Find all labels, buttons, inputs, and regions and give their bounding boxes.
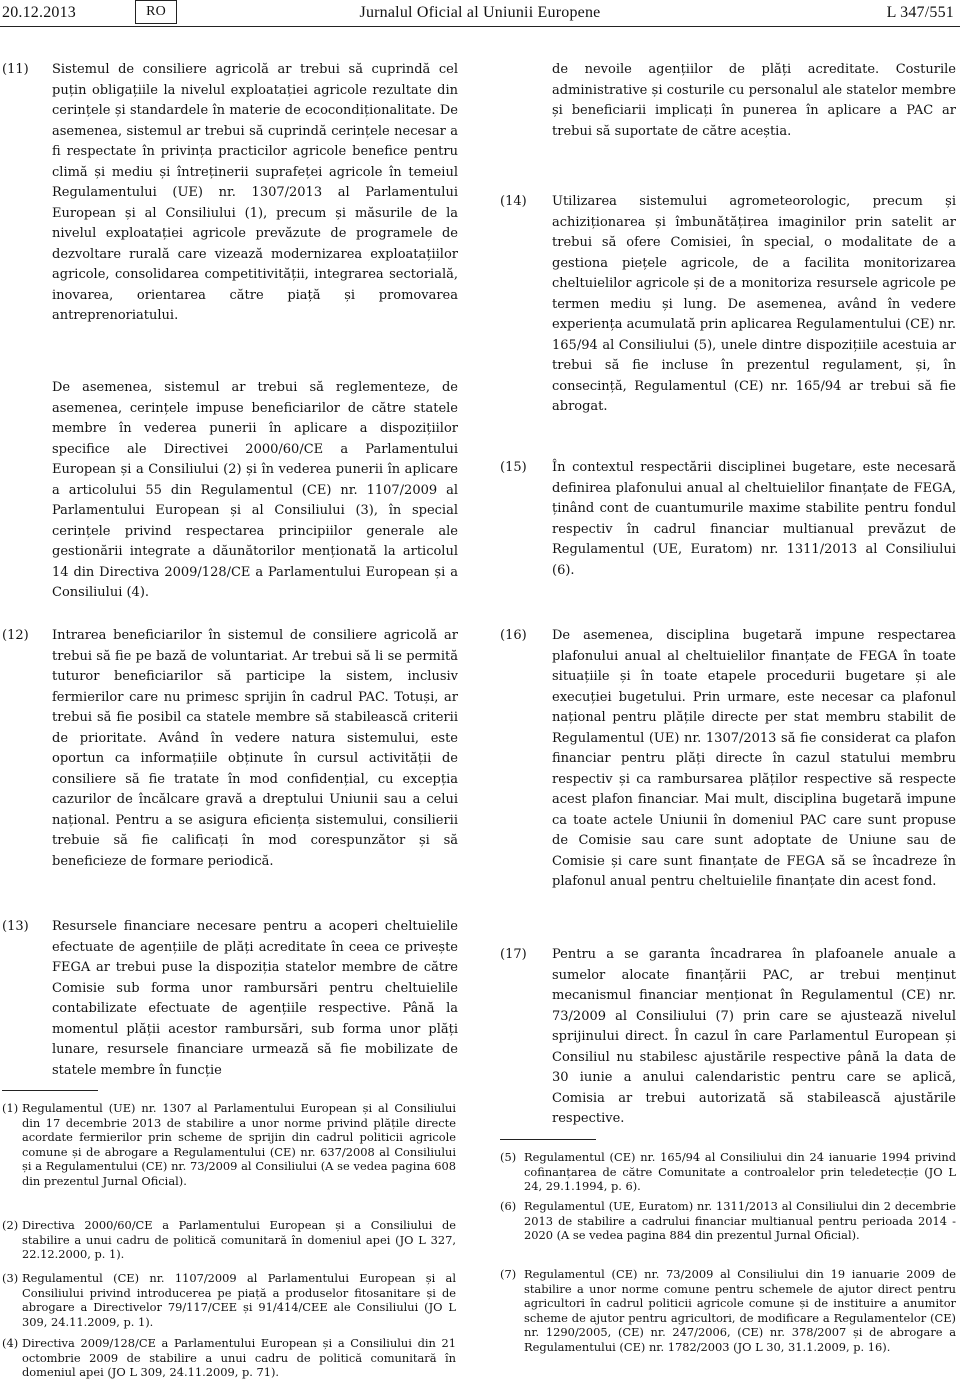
recital-paragraph: Pentru a se garanta încadrarea în plafoanele anuale a sumelor alocate finanțării PAC, ar trebui menținut mecanismul financiar menționat în Regulamentul (CE) nr. 73/2009 al Consiliului (7) prin care se ajustează nivelul sprijinului direct. În cazul în care Parlamentul European și Consiliul nu stabilesc ajustările respective până la data de 30 iunie a anului calendaristic pentru care se aplică, Comisia ar trebui autorizată să stabilească ajustările respective. [552, 947, 956, 1126]
footnote-separator [2, 1090, 98, 1091]
footnote-text: Directiva 2000/60/CE a Parlamentului European și a Consiliului de stabilire a unui cadru de politică comunitară în domeniul apei (JO L 327, 22.12.2000, p. 1). [22, 1218, 456, 1262]
footnote-mark: (7) [500, 1267, 517, 1281]
page-reference: L 347/551 [886, 4, 954, 21]
footnote-text: Regulamentul (CE) nr. 1107/2009 al Parlamentului European și al Consiliului privind introducerea pe piață a produselor fitosanitare și de abrogare a Directivelor 79/117/CEE și 91/414/CEE ale Consiliului (JO L 309, 24.11.2009, p. 1). [22, 1271, 456, 1329]
journal-title: Jurnalul Oficial al Uniunii Europene [359, 4, 601, 21]
recital-paragraph: De asemenea, sistemul ar trebui să reglementeze, de asemenea, cerințele impuse beneficiarilor de către statele membre în vederea punerii în aplicare a dispozițiilor specifice ale Directivei 2000/60/CE a Parlamentului European și a Consiliului (2) și în vederea punerii în aplicare a articolului 55 din Regulamentul (CE) nr. 1107/2009 al Parlamentului European și al Consiliului (3), în special cerințele privind respectarea principiilor generale ale gestionării integrate a dăunătorilor menționată la articolul 14 din Directiva 2009/128/CE a Parlamentului European și a Consiliului (4). [52, 380, 458, 600]
recital-paragraph: Intrarea beneficiarilor în sistemul de consiliere agricolă ar trebui să fie pe bază de voluntariat. Ar trebui să li se permită tuturor beneficiarilor să participe la sistem, inclusiv fermierilor care nu primesc sprijin în cadrul PAC. Totuși, ar trebui să fie posibil ca statele membre să stabilească criterii de prioritate. Având în vedere natura sistemului, este oportun ca informațiile obținute în cursul activității de consiliere să fie tratate în mod confidențial, cu excepția cazurilor de încălcare gravă a dreptului Uniunii sau a celui național. Pentru a se asigura eficiența sistemului, consilierii trebuie să fie calificați în mod corespunzător și să beneficieze de formare periodică. [52, 628, 458, 869]
footnote-separator [500, 1139, 596, 1140]
recital-number: (11) [2, 62, 29, 77]
footnote-mark: (6) [500, 1199, 517, 1213]
footnote-mark: (3) [2, 1271, 19, 1285]
right-column [490, 0, 960, 1393]
footnote-text: Directiva 2009/128/CE a Parlamentului European și a Consiliului din 21 octombrie 2009 de stabilire a unui cadru de politică comunitară în domeniul apei (JO L 309, 24.11.2009, p. 71). [22, 1336, 456, 1380]
footnote-mark: (5) [500, 1150, 517, 1164]
footnote-text: Regulamentul (CE) nr. 73/2009 al Consiliului din 19 ianuarie 2009 de stabilire a unor norme comune pentru schemele de ajutor direct pentru agricultori în cadrul politicii agricole comune și de instituire a anumitor scheme de ajutor pentru agricultori, de modificare a Regulamentelor (CE) nr. 1290/2005, (CE) nr. 247/2006, (CE) nr. 378/2007 și de abrogare a Regulamentului (CE) nr. 1782/2003 (JO L 30, 31.1.2009, p. 16). [524, 1267, 956, 1354]
footnote-mark: (1) [2, 1101, 19, 1115]
recital-paragraph: În contextul respectării disciplinei bugetare, este necesară definirea plafonului anual al cheltuielilor finanțate de FEGA, ținând cont de cuantumurile maxime stabilite pentru fondul respectiv în cadrul financiar multianual prevăzut de Regulamentul (UE, Euratom) nr. 1311/2013 al Consiliului (6). [552, 460, 956, 578]
recital-paragraph: Sistemul de consiliere agricolă ar trebui să cuprindă cel puțin obligațiile la nivelul exploatației agricole rezultate din cerințele și standardele în materie de ecocondiționalitate. De asemenea, sistemul ar trebui să cuprindă cerințele necesar a fi respectate în privința practicilor agricole benefice pentru climă și mediu și întreținerii suprafeței agricole în temeiul Regulamentului (UE) nr. 1307/2013 al Parlamentului European și al Consiliului (1), precum și măsurile de la nivelul exploatației agricole prevăzute de programele de dezvoltare rurală care vizează modernizarea exploatațiilor agricole, consolidarea competitivității, integrarea sectorială, inovarea, orientarea către piață și promovarea antreprenoriatului. [52, 62, 458, 323]
footnote-text: Regulamentul (UE) nr. 1307 al Parlamentului European și al Consiliului din 17 decembrie 2013 de stabilire a unor norme privind plățile directe acordate fermierilor prin scheme de sprijin din cadrul politicii agricole comune și de abrogare a Regulamentului (CE) nr. 637/2008 al Consiliului și a Regulamentului (CE) nr. 73/2009 al Consiliului (A se vedea pagina 608 din prezentul Jurnal Oficial). [22, 1101, 456, 1188]
recital-number: (17) [500, 947, 527, 962]
recital-number: (12) [2, 628, 29, 643]
footnote-text: Regulamentul (UE, Euratom) nr. 1311/2013 al Consiliului din 2 decembrie 2013 de stabilire a cadrului financiar multianual pentru perioada 2014 - 2020 (A se vedea pagina 884 din prezentul Jurnal Oficial). [524, 1199, 956, 1243]
left-column [0, 0, 470, 1393]
recital-number: (16) [500, 628, 527, 643]
footnote-mark: (2) [2, 1218, 19, 1232]
recital-paragraph: Resursele financiare necesare pentru a acoperi cheltuielile efectuate de agențiile de plăți acreditate în ceea ce privește FEGA ar trebui puse la dispoziția statelor membre de către Comisie sub forma unor rambursări pentru cheltuielile contabilizate efectuate de agențiile respective. Până la momentul plății acestor rambursări, sub forma unor plăți lunare, resursele financiare urmează să fie mobilizate de statele membre în funcție [52, 919, 458, 1078]
recital-paragraph: Utilizarea sistemului agrometeorologic, precum și achiziționarea și îmbunătățirea imaginilor prin satelit ar trebui să ofere Comisiei, în special, o modalitate de a gestiona piețele agricole, de a facilita monitorizarea cheltuielilor agricole și de a monitoriza resursele agricole pe termen mediu și lung. De asemenea, având în vedere experiența acumulată prin aplicarea Regulamentului (CE) nr. 165/94 al Consiliului (5), unele dintre dispozițiile acestuia ar trebui să fie incluse în prezentul regulament, și, în consecință, Regulamentul (CE) nr. 165/94 ar trebui să fie abrogat. [552, 194, 957, 414]
recital-continuation: de nevoile agențiilor de plăți acreditate. Costurile administrative și costurile cu personalul ale statelor membre și beneficiarii implicați în punerea în aplicare a PAC ar trebui să suportate de către aceștia. [552, 62, 956, 139]
publication-date: 20.12.2013 [2, 4, 76, 21]
language-code-box: RO [135, 0, 177, 24]
footnote-mark: (4) [2, 1336, 19, 1350]
recital-paragraph: De asemenea, disciplina bugetară impune respectarea plafonului anual al cheltuielilor finanțate de FEGA în toate situațiile și în toate etapele procedurii bugetare și ale execuției bugetului. Prin urmare, este necesar ca plafonul național pentru plățile directe per stat membru stabilit de Regulamentul (UE) nr. 1307/2013 să fie considerat ca plafon financiar pentru plăți directe în cazul statului membru respectiv și ca rambursarea plăților respective să respecte acest plafon financiar. Mai mult, disciplina bugetară impune ca toate actele Uniunii în domeniul PAC care sunt propuse de Comisie sau care sunt adoptate de Uniune sau de Comisie și care sunt finanțate de FEGA să se încadreze în plafonul anual pentru cheltuielile finanțate din acest fond. [552, 628, 956, 889]
footnote-text: Regulamentul (CE) nr. 165/94 al Consiliului din 24 ianuarie 1994 privind cofinanțarea de către Comunitate a controalelor prin teledetecție (JO L 24, 29.1.1994, p. 6). [524, 1150, 956, 1194]
recital-number: (14) [500, 194, 527, 209]
recital-number: (15) [500, 460, 527, 475]
recital-number: (13) [2, 919, 29, 934]
